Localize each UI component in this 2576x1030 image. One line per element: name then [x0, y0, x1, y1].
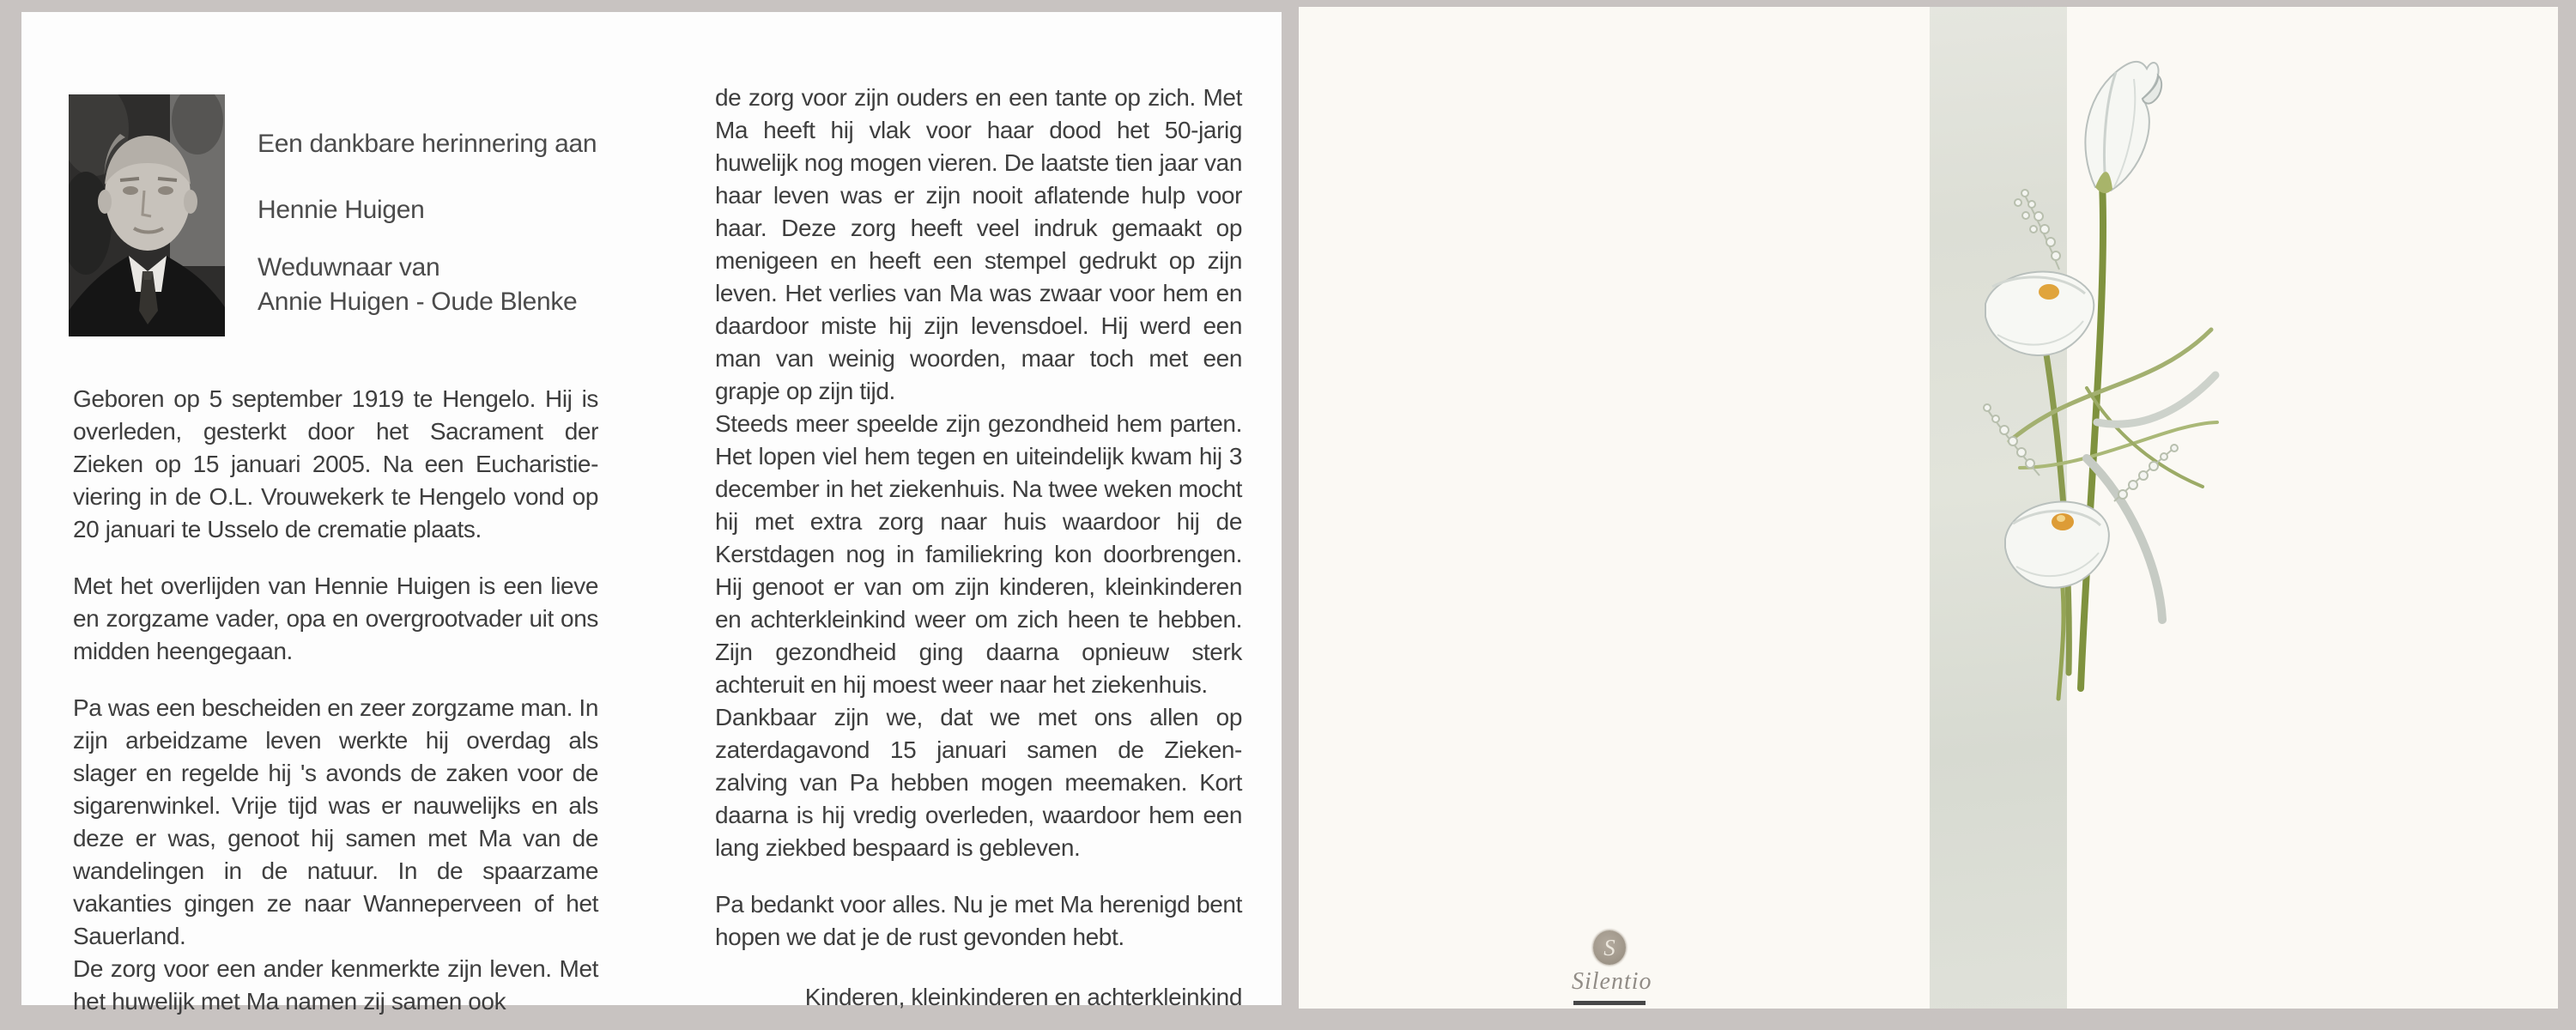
paragraph — [73, 570, 598, 668]
paragraph-text: De zorg voor een ander kenmerkte zijn leven. Met het huwelijk met Ma namen zij samen ook — [73, 955, 598, 1015]
silentio-wordmark: Silentio — [1572, 968, 1652, 995]
paragraph-text: Pa bedankt voor alles. Nu je met Ma herenigd bent hopen we dat je de rust gevonden hebt. — [715, 891, 1242, 950]
logo-underline — [1573, 1001, 1646, 1005]
paragraph — [73, 692, 598, 1018]
signature-line: Kinderen, kleinkinderen en achterkleinkind — [804, 984, 1242, 1010]
paragraph-text: Geboren op 5 september 1919 te Hengelo. Hij is overleden, gesterkt door het Sacrament der Zieken op 15 januari 2005. Na een Eucharistie-viering in de O.L. Vrouwekerk te Hengelo vond op 20 januari te Usselo de crematie plaats. — [73, 385, 598, 542]
portrait-photo — [69, 94, 225, 336]
paragraph-text: Dankbaar zijn we, dat we met ons allen op zaterdagavond 15 januari samen de Zieken-zalving van Pa hebben mogen meemaken. Kort daarna is hij vredig overleden, waardoor hem een lang ziekbed bespaard is gebleven. — [715, 704, 1242, 861]
obituary-column-2 — [715, 82, 1242, 1014]
paragraph — [715, 888, 1242, 954]
silentio-emblem-icon: S — [1593, 930, 1626, 965]
calla-lily-illustration — [1958, 19, 2286, 706]
paragraph — [73, 383, 598, 546]
paragraph-text: Met het overlijden van Hennie Huigen is een lieve en zorgzame vader, opa en overgrootvader uit ons midden heengegaan. — [73, 573, 598, 664]
silentio-logo — [1572, 930, 1652, 1005]
obituary-column-2-paragraphs — [715, 82, 1242, 954]
widower-line: Weduwnaar van — [258, 253, 440, 282]
spouse-name: Annie Huigen - Oude Blenke — [258, 288, 578, 316]
memorial-card-left-page — [21, 12, 1282, 1015]
dedication-line: Een dankbare herinnering aan — [258, 130, 597, 158]
memorial-card-right-page — [1299, 7, 2558, 1009]
paragraph-text: de zorg voor zijn ouders en een tante op zich. Met Ma heeft hij vlak voor haar dood het 50-jarig huwelijk nog mogen vieren. De laatste tien jaar van haar leven was er zijn nooit aflatende hulp voor haar. Deze zorg heeft veel indruk gemaakt op menigeen en heeft een stempel gedrukt op zijn leven. Het verlies van Ma was zwaar voor hem en daardoor miste hij zijn levensdoel. Hij werd een man van weinig woorden, maar toch met een grapje op zijn tijd. — [715, 84, 1242, 404]
deceased-name: Hennie Huigen — [258, 196, 425, 224]
paragraph — [715, 82, 1242, 864]
portrait-photo-image — [69, 94, 225, 336]
paragraph-text: Pa was een bescheiden en zeer zorgzame man. In zijn arbeidzame leven werkte hij overdag als slager en regelde hij 's avonds de zaken voor de sigarenwinkel. Vrije tijd was er nauwelijks en als deze er was, genoot hij samen met Ma van de wandelingen in de natuur. In de spaarzame vakanties gingen ze naar Wanneperveen of het Sauerland. — [73, 694, 598, 949]
obituary-column-1 — [73, 383, 598, 1018]
calla-lily-artwork — [1958, 19, 2286, 706]
paragraph-text: Steeds meer speelde zijn gezondheid hem parten. Het lopen viel hem tegen en uiteindelijk kwam hij 3 december in het ziekenhuis. Na twee weken mocht hij met extra zorg naar huis waardoor hij de Kerstdagen nog in familiekring kon doorbrengen. Hij genoot er van om zijn kinderen, kleinkinderen en achterkleinkind weer om zich heen te hebben. Zijn gezondheid ging daarna opnieuw sterk achteruit en hij moest weer naar het ziekenhuis. — [715, 410, 1242, 698]
